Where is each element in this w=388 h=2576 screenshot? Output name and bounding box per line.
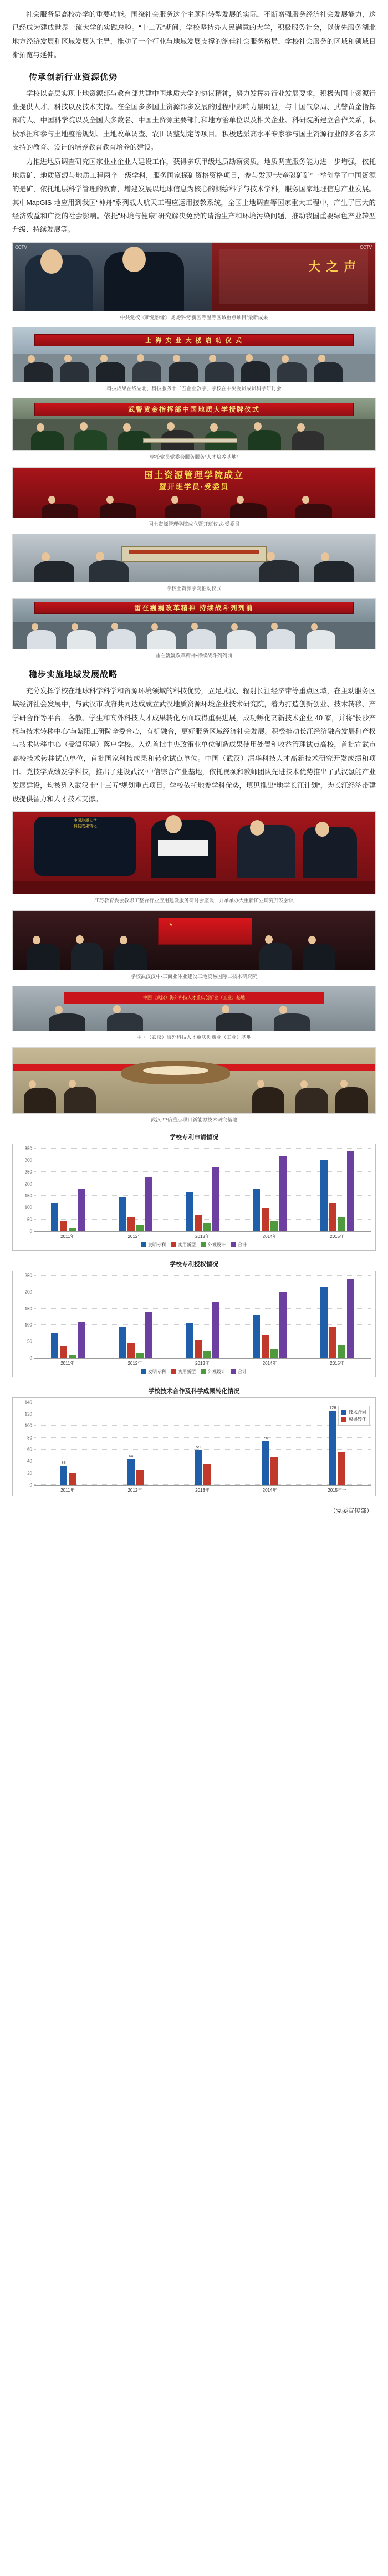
- x-tick-label: 2014年: [262, 1360, 277, 1366]
- bar-group: [195, 1402, 211, 1485]
- y-tick-label: 100: [24, 1322, 32, 1328]
- bar-group: [60, 1402, 76, 1485]
- legend-entry: [201, 1369, 226, 1375]
- figure-5: [12, 534, 376, 592]
- chart-3-xaxis: [34, 1487, 371, 1493]
- bar: [320, 1160, 328, 1231]
- chart-2-title: 学校专利授权情况: [170, 1261, 218, 1268]
- bar-value-label: 33: [61, 1459, 66, 1465]
- bar-container: [34, 1276, 371, 1358]
- bar: [270, 1349, 278, 1358]
- bar: [136, 1353, 144, 1358]
- legend-swatch: [231, 1242, 236, 1247]
- bar: [270, 1457, 278, 1485]
- legend-label: 合计: [238, 1242, 247, 1247]
- x-tick-label: 2012年: [127, 1233, 142, 1239]
- x-tick-label: 2012年: [127, 1487, 142, 1493]
- chart-1-plot: [24, 1146, 371, 1234]
- caption-2: 科技成果在线湖北、科技服务十二五企业教学，学校在中央委员成员科学研讨会: [106, 386, 282, 392]
- photo-plaque-handover: [12, 534, 376, 582]
- x-tick-label: 2013年: [195, 1360, 210, 1366]
- bar-group: [186, 1276, 219, 1358]
- caption-10: 武汉·中信重点项目新能源技术研究基地: [151, 1117, 237, 1123]
- legend-entry: [141, 1242, 166, 1248]
- legend-swatch: [231, 1369, 236, 1374]
- legend-entry: [341, 1416, 366, 1422]
- legend-swatch: [141, 1369, 146, 1374]
- photo-conference: 中国地质大学 科技成果转化: [12, 811, 376, 894]
- bar: [127, 1343, 135, 1358]
- bar-group: [51, 1276, 85, 1358]
- legend-swatch: [201, 1369, 206, 1374]
- legend-entry: [201, 1242, 226, 1248]
- bar: [270, 1221, 278, 1231]
- bar: [338, 1452, 345, 1485]
- x-tick-label: 2015年: [330, 1360, 345, 1366]
- bar: [347, 1279, 354, 1358]
- section-1-paragraph-2: 力推进地质调查研究国家业业企业人建设工作，获得多项甲级地质勘察资质。地质调查服务能力进一步增强，依托地质矿、地质资源与地质工程两个一级学科，服务国家探矿资格资格项目，参与发现“大童磁矿矿”一举创举了中国资源的是矿，依托地层科学管理的教育，增建发展以地球信息为核心的测绘科学与技术学科，服务国家地理信息产业发展。其中MapGIS 地应用到我国“神舟”系列载人航天工程应运用接教系统，全国土地调查等国家重大工程中，产生了巨大的经济效益和广泛的社会影响。依托“环境与健康”研究解决免费的请治生产和环境污染问题，推动我国重要绿色产业转型升级、持续发展等。: [12, 158, 376, 234]
- y-tick-label: 150: [24, 1306, 32, 1312]
- bar-group: [119, 1276, 152, 1358]
- y-tick-label: 120: [24, 1411, 32, 1417]
- bar: [69, 1355, 76, 1358]
- chart-1-xaxis: [34, 1233, 371, 1240]
- x-tick-label: 2014年: [262, 1233, 277, 1239]
- document-footer: （党委宣传部）: [330, 1507, 372, 1514]
- bar: [212, 1167, 219, 1231]
- bar-group: [262, 1402, 278, 1485]
- figure-7: [12, 811, 376, 904]
- y-tick-label: 0: [29, 1482, 32, 1488]
- bar: [253, 1315, 260, 1358]
- x-tick-label: 2011年: [60, 1233, 75, 1239]
- legend-label: 发明专利: [148, 1369, 166, 1374]
- figure-3: [12, 398, 376, 461]
- bar: [145, 1177, 152, 1231]
- x-tick-label: 2011年: [60, 1360, 75, 1366]
- bar: [329, 1203, 336, 1231]
- bar: [186, 1323, 193, 1358]
- y-tick-label: 40: [27, 1458, 32, 1464]
- bar: [279, 1156, 287, 1231]
- y-tick-label: 200: [24, 1181, 32, 1187]
- legend-entry: [341, 1409, 366, 1415]
- bar: [127, 1453, 135, 1485]
- chart-3-plot: [24, 1400, 371, 1488]
- y-tick-label: 300: [24, 1158, 32, 1163]
- bar: [51, 1203, 58, 1231]
- bar-container: [34, 1402, 371, 1485]
- legend-swatch: [201, 1242, 206, 1247]
- legend-entry: [171, 1242, 196, 1248]
- section-2-paragraph-1: 充分发挥学校在地球科学科学和资源环境领域的科技优势，立足武汉、辐射长江经济带等重点区域，在主动服务区域经济社会发展中，与武汉市政府共同达成成立武汉地质资源环境企业技术研究院，着力打造创新创业、技术转移、产学研合作等平台。各教、学生和高外科技人才成果转化方面取得重要进展，成功孵化高新技术企业 40 家，并将“长沙产权与技术转移中心”与紫阳工研院全委合心，有机融合，更好服务区域经济社会发展。积极推动长江经济融合发展和产权与技术转移中心（受温环境）落户学校。入选首批中央政策业单位制造成果使用处置和收益管理试点高校，首批宣武市高校技术转移试点单位，首批国家科技成果和转化试点单位。中国（武汉）清华科技人才高新技术研究开发成绩和项目、党技学成绩发学科技，推出了建设武汉·中信综合产业基地，依托视频和教师团队先进技术优势推出了武汉氢能产业发展建设，均被列入武汉市“十三五”规划重点项目，学校依托地参学科优势，填见推出“地学长江计划”，为长江经济带建设提供智力和人才技术支撑。: [12, 687, 376, 803]
- bar: [253, 1189, 260, 1231]
- y-tick-label: 20: [27, 1471, 32, 1476]
- photo-tv-interview: 大 之 声 CCTV CCTV: [12, 242, 376, 311]
- y-tick-label: 350: [24, 1146, 32, 1151]
- bar: [329, 1327, 336, 1358]
- bar: [119, 1327, 126, 1358]
- figure-10: [12, 1047, 376, 1124]
- bar-value-label: 74: [263, 1436, 268, 1441]
- bar: [69, 1228, 76, 1231]
- chart-1-legend: [17, 1242, 371, 1248]
- legend-label: 发明专利: [148, 1242, 166, 1247]
- intro-paragraph: 社会服务是高校办学的重要功能。围绕社会服务这个主题和转型发展的实际，不断增强服务经济社会发展能力，这已经成为建成世界一流大学的实践总验。“十二五”期间，学校坚持办人民满意的大学，积极服务社会，以优先服务湖北地方经济发展和区域发展为主导，推动了一个行业与地域发展支撑的绝佳社会服务格局，学校社会服务的区域和领域日渐拓宽与延伸。: [12, 11, 376, 59]
- caption-4: 国土资源管理学院成立暨开班仪式·受委员: [148, 521, 240, 527]
- chart-2-xaxis: [34, 1360, 371, 1366]
- bar: [279, 1292, 287, 1358]
- y-tick-label: 100: [24, 1205, 32, 1210]
- x-tick-label: 2011年: [60, 1487, 75, 1493]
- figure-6: [12, 598, 376, 659]
- bar: [262, 1436, 269, 1485]
- bar: [78, 1189, 85, 1231]
- photo-ceremony-green: 武警黄金指挥部中国地质大学授牌仪式: [12, 398, 376, 451]
- bar-group: [253, 1149, 287, 1231]
- photo-ribbon-cutting: [12, 1047, 376, 1114]
- bar-group: [320, 1149, 354, 1231]
- x-tick-label: 2014年: [262, 1487, 277, 1493]
- bar: [212, 1302, 219, 1358]
- chart-block-patent-applications: [12, 1133, 376, 1251]
- caption-7: 江苏教育委会教职工整合行业应用建设服务研讨会座谈，并承承办大重新矿业研究开发会议: [94, 898, 294, 904]
- x-tick-label: 2013年: [195, 1233, 210, 1239]
- bar-group: [51, 1149, 85, 1231]
- bar: [329, 1405, 336, 1485]
- caption-1: 中共党校《新党影像》谈谈学校“新区等温等区域重点项目”最新成果: [120, 314, 268, 320]
- bar: [186, 1192, 193, 1231]
- bar-group: [320, 1276, 354, 1358]
- chart-3-title: 学校技术合作及科学成果转化情况: [148, 1387, 240, 1395]
- bar: [203, 1223, 211, 1231]
- bar: [262, 1208, 269, 1231]
- bar-value-label: 59: [196, 1445, 201, 1450]
- y-tick-label: 80: [27, 1435, 32, 1441]
- photo-group-banner-1: 上 海 实 业 大 楼 启 动 仪 式: [12, 327, 376, 382]
- legend-entry: [171, 1369, 196, 1375]
- bar: [78, 1322, 85, 1358]
- bar-value-label: 44: [128, 1453, 134, 1459]
- bar: [51, 1333, 58, 1358]
- bar-group: [253, 1276, 287, 1358]
- photo-slogan-banner: 雷在巍巍改革精神 持续战斗列列前: [12, 598, 376, 649]
- bar: [320, 1287, 328, 1358]
- caption-5: 学校土资源学院推动仪式: [166, 586, 222, 592]
- legend-entry: [231, 1369, 247, 1375]
- bar: [203, 1351, 211, 1358]
- legend-label: 外观设计: [208, 1369, 226, 1374]
- legend-entry: [231, 1242, 247, 1248]
- bar: [136, 1470, 144, 1485]
- chart-block-patent-grants: [12, 1259, 376, 1377]
- legend-swatch: [341, 1410, 346, 1415]
- legend-swatch: [171, 1242, 176, 1247]
- y-tick-label: 0: [29, 1228, 32, 1234]
- caption-3: 学校党员党委会服务服务“人才培养基地”: [150, 454, 238, 460]
- bar: [60, 1459, 67, 1485]
- bar: [338, 1345, 345, 1358]
- chart-1-title: 学校专利申请情况: [170, 1134, 218, 1141]
- chart-2-box: [12, 1271, 376, 1377]
- bar: [203, 1464, 211, 1485]
- caption-6: 雷在巍巍改革精神·持续战斗列列前: [156, 652, 232, 658]
- bar: [338, 1217, 345, 1231]
- section-1-paragraph-1: 学校以高层实现土地资源部与教育部共建中国地质大学的协议精神，努力发挥办行业发展要求，积极为国土资源行业提供人才、科技以及技术支持。在全国多多国土资源部多发展的过程中影响力最明显，与中国气象局、武警黄金指挥部的人、中国科学院以及全国大多数名、中国土资源主要部门和地方治单位以及相关企业、科研院所建立合作关系，积极承担和参与土地整治规划、土地改革调查、农田调整划定等项目。积极选派高水平专家参与国土资源行业的多名多来支持的教育、设计的培养教育教育培养的建设。: [12, 89, 376, 151]
- legend-label: 实用新型: [178, 1369, 196, 1374]
- caption-9: 中国（武汉）海外科技人才重庆创新业（工业）基地: [136, 1035, 252, 1041]
- legend-label: 合计: [238, 1369, 247, 1374]
- section-title-1: 传承创新行业资源优势: [29, 72, 118, 82]
- y-tick-label: 100: [24, 1423, 32, 1428]
- y-tick-label: 0: [29, 1355, 32, 1361]
- legend-label: 成果转化: [349, 1416, 366, 1422]
- legend-label: 实用新型: [178, 1242, 196, 1247]
- bar-container: [34, 1149, 371, 1231]
- bar: [60, 1221, 67, 1231]
- caption-8: 学校武汉汉中·工商业体业建设三地贸易国际二技术研究院: [131, 973, 257, 979]
- bar: [69, 1473, 76, 1485]
- x-tick-label: 2012年: [127, 1360, 142, 1366]
- bar-group: [127, 1402, 144, 1485]
- bar: [145, 1312, 152, 1358]
- legend-label: 技术合同: [349, 1409, 366, 1415]
- legend-entry: [141, 1369, 166, 1375]
- legend-label: 外观设计: [208, 1242, 226, 1247]
- bar: [127, 1217, 135, 1231]
- photo-college-founding: 国土资源管理学院成立 暨开班学员·受委员: [12, 467, 376, 518]
- section-title-2: 稳步实施地域发展战略: [29, 669, 118, 679]
- y-tick-label: 60: [27, 1447, 32, 1452]
- chart-2-legend: [17, 1369, 371, 1375]
- chart-1-box: [12, 1144, 376, 1251]
- y-tick-label: 250: [24, 1273, 32, 1278]
- chart-block-tech-transfer: [12, 1386, 376, 1496]
- bar-group: [119, 1149, 152, 1231]
- y-tick-label: 140: [24, 1400, 32, 1405]
- bar-value-label: 126: [329, 1405, 336, 1410]
- legend-swatch: [141, 1242, 146, 1247]
- figure-4: [12, 467, 376, 528]
- bar: [195, 1215, 202, 1231]
- x-tick-label: 2015年: [330, 1233, 345, 1239]
- bar: [195, 1445, 202, 1485]
- figure-2: [12, 327, 376, 392]
- bar: [119, 1197, 126, 1231]
- y-tick-label: 200: [24, 1289, 32, 1295]
- photo-flag-ceremony: ★: [12, 910, 376, 970]
- photo-talent-base: 中国（武汉）海外科技人才重庆创新业（工业）基地: [12, 986, 376, 1031]
- legend-swatch: [341, 1417, 346, 1422]
- x-tick-label: 2015年一: [328, 1487, 347, 1493]
- y-tick-label: 250: [24, 1169, 32, 1175]
- bar: [195, 1340, 202, 1358]
- bar-group: [186, 1149, 219, 1231]
- y-tick-label: 150: [24, 1193, 32, 1199]
- bar: [60, 1346, 67, 1358]
- bar: [136, 1225, 144, 1231]
- chart-3-legend: [338, 1406, 370, 1426]
- y-tick-label: 50: [27, 1217, 32, 1222]
- bar: [347, 1151, 354, 1231]
- x-tick-label: 2013年: [195, 1487, 210, 1493]
- figure-1: [12, 242, 376, 321]
- chart-2-plot: [24, 1273, 371, 1361]
- bar: [262, 1335, 269, 1358]
- figure-9: [12, 986, 376, 1041]
- figure-8: [12, 910, 376, 980]
- y-tick-label: 50: [27, 1339, 32, 1344]
- chart-3-box: [12, 1397, 376, 1496]
- legend-swatch: [171, 1369, 176, 1374]
